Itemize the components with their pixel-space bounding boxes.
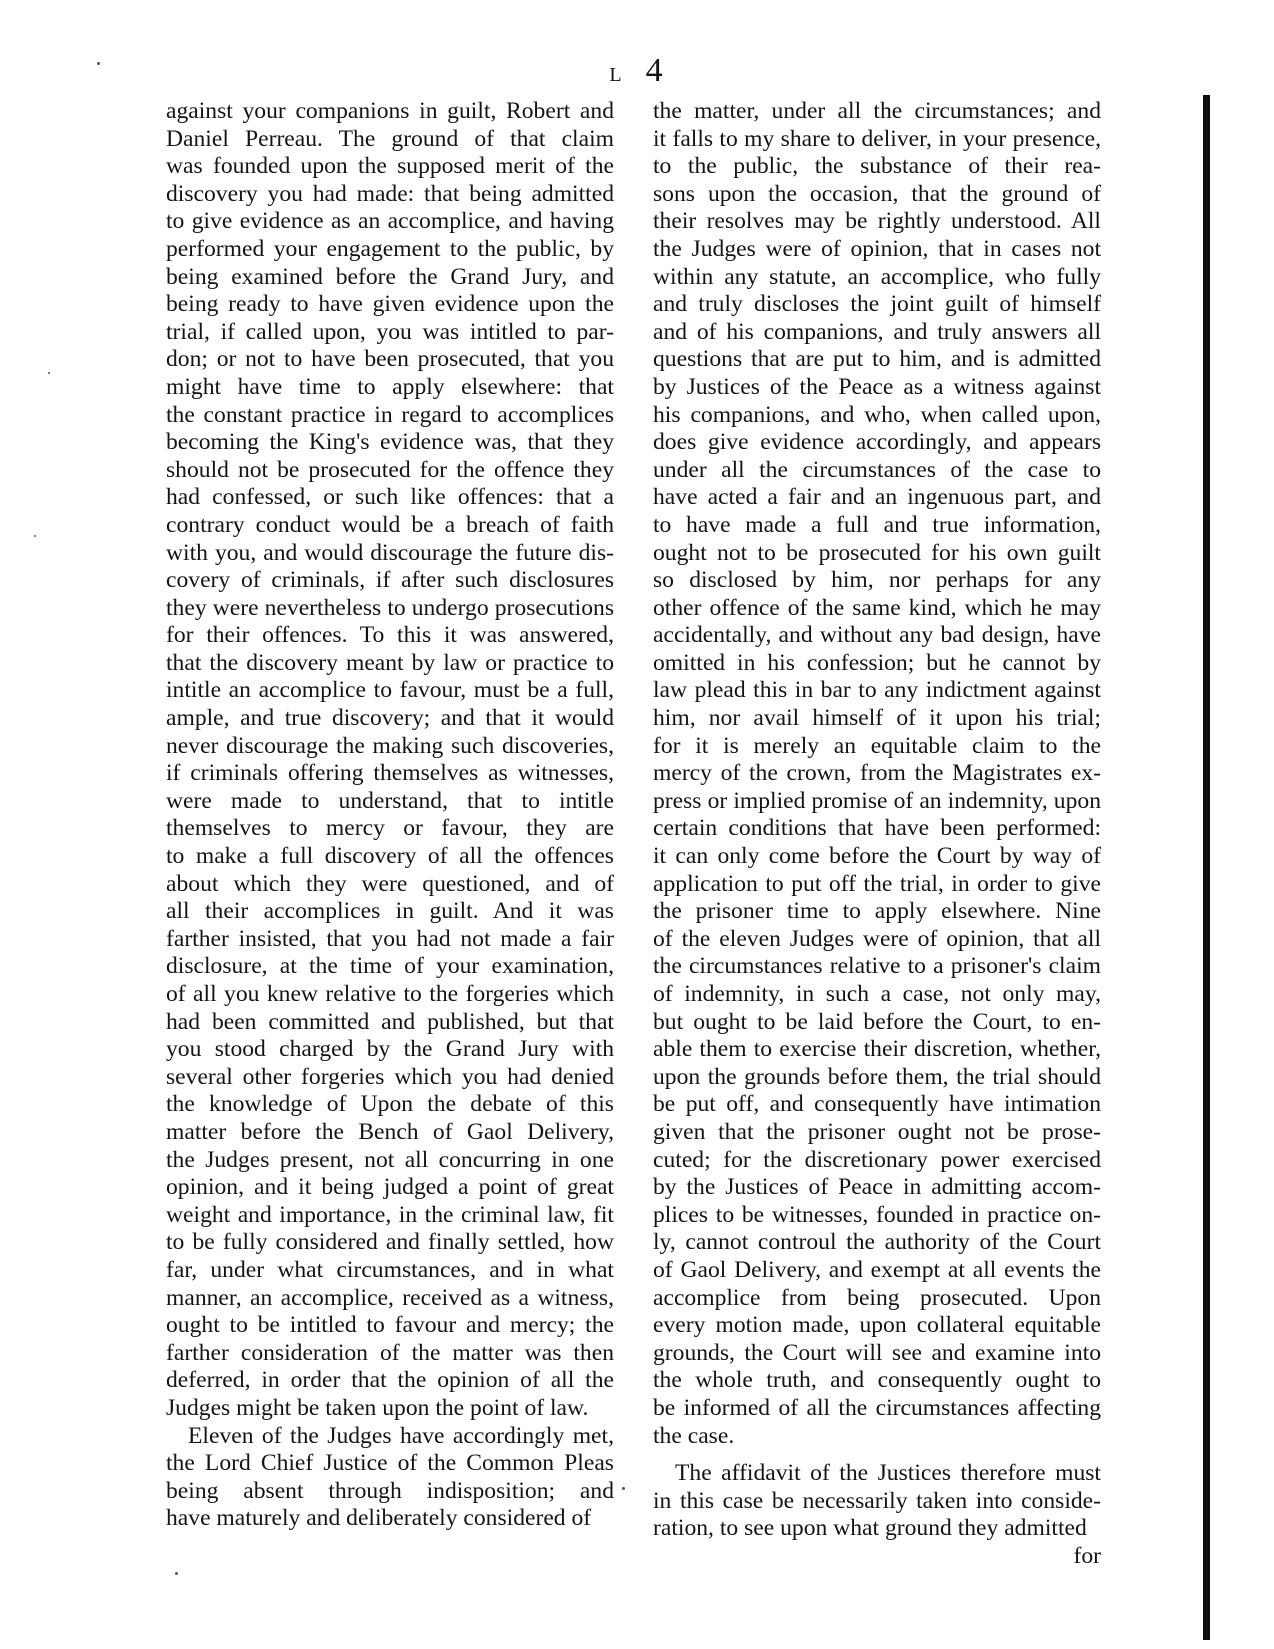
text-line: law plead this in bar to any indictment against [653,677,1101,704]
text-line: were made to understand, that to intitle [166,787,614,814]
text-line: discovery you had made: that being admitted [166,180,614,207]
text-line: the matter, under all the circumstances; and [653,98,1101,124]
text-line: under all the circumstances of the case to [653,456,1101,483]
text-line: the prisoner time to apply elsewhere. Nine [653,898,1101,925]
text-line: covery of criminals, if after such disclosures [166,567,614,594]
text-line: accomplice from being prosecuted. Upon [653,1284,1101,1311]
scan-speck [34,535,36,537]
text-line: deferred, in order that the opinion of all the [166,1367,614,1394]
text-line: intitle an accomplice to favour, must be a full, [166,677,614,704]
text-line: their resolves may be rightly understood. All [653,208,1101,235]
text-line: certain conditions that have been performed: [653,815,1101,842]
text-line: performed your engagement to the public, by [166,235,614,262]
text-line: to the public, the substance of their rea- [653,153,1101,180]
left-text-column [166,98,614,1533]
text-line: ration, to see upon what ground they admitted [653,1515,1087,1542]
scan-speck [622,1487,625,1490]
text-line: ly, cannot controul the authority of the Court [653,1229,1101,1256]
text-line: so disclosed by him, nor perhaps for any [653,567,1101,594]
text-line: upon the grounds before them, the trial should [653,1063,1101,1090]
text-line: mercy of the crown, from the Magistrates ex- [653,760,1101,787]
page-header [0,52,1274,90]
text-line: be put off, and consequently have intimation [653,1091,1101,1118]
text-line: and truly discloses the joint guilt of himself [653,291,1101,318]
text-line: of the eleven Judges were of opinion, that all [653,925,1101,952]
text-line: opinion, and it being judged a point of great [166,1174,614,1201]
text-line: to give evidence as an accomplice, and having [166,208,614,235]
text-line: the constant practice in regard to accomplices [166,401,614,428]
text-line: given that the prisoner ought not be prose- [653,1118,1101,1145]
text-line: by Justices of the Peace as a witness against [653,373,1101,400]
header-mark: L [609,64,624,86]
text-line: and of his companions, and truly answers all [653,318,1101,345]
text-line: The affidavit of the Justices therefore must [675,1460,1101,1487]
text-line: all their accomplices in guilt. And it was [166,898,614,925]
text-line: to make a full discovery of all the offences [166,843,614,870]
text-line: matter before the Bench of Gaol Delivery, [166,1118,614,1145]
text-line: against your companions in guilt, Robert and [166,98,614,124]
text-line: to be fully considered and finally settled, how [166,1229,614,1256]
scan-speck [175,1572,178,1575]
text-line: farther insisted, that you had not made a fair [166,925,614,952]
text-line: press or implied promise of an indemnity, upon [653,787,1101,814]
text-line: don; or not to have been prosecuted, that you [166,346,614,373]
text-line: able them to exercise their discretion, whether, [653,1036,1101,1063]
text-line: of Gaol Delivery, and exempt at all events the [653,1256,1101,1283]
text-line: disclosure, at the time of your examination, [166,953,614,980]
text-line: the Lord Chief Justice of the Common Pleas [166,1450,614,1477]
text-line: have maturely and deliberately considered of [166,1505,592,1532]
text-line: that the discovery meant by law or practice to [166,649,614,676]
page-number: 4 [645,52,665,89]
text-line: every motion made, upon collateral equitable [653,1312,1101,1339]
text-line: with you, and would discourage the future dis- [166,539,614,566]
text-line: omitted in his confession; but he cannot by [653,649,1101,676]
text-line: ought to be intitled to favour and mercy; the [166,1312,614,1339]
text-line: contrary conduct would be a breach of faith [166,511,614,538]
text-line: should not be prosecuted for the offence they [166,456,614,483]
text-line: Eleven of the Judges have accordingly met, [188,1422,614,1449]
text-line: to have made a full and true information, [653,511,1101,538]
text-line: but ought to be laid before the Court, to en- [653,1008,1101,1035]
text-line: being ready to have given evidence upon the [166,291,614,318]
text-line: the circumstances relative to a prisoner's claim [653,953,1101,980]
text-line: the Judges were of opinion, that in cases not [653,235,1101,262]
right-text-column [653,98,1101,1570]
text-line: of indemnity, in such a case, not only may, [653,981,1101,1007]
text-line: Daniel Perreau. The ground of that claim [166,125,614,152]
text-line: manner, an accomplice, received as a witness, [166,1284,614,1311]
scan-speck [97,62,100,65]
text-line: farther consideration of the matter was then [166,1339,614,1366]
text-line: does give evidence accordingly, and appears [653,429,1101,456]
text-line: application to put off the trial, in order to give [653,870,1101,897]
text-line: accidentally, and without any bad design, have [653,622,1101,649]
text-line: questions that are put to him, and is admitted [653,346,1101,373]
text-line: by the Justices of Peace in admitting accom- [653,1174,1101,1201]
text-line: sons upon the occasion, that the ground of [653,180,1101,207]
text-line: they were nevertheless to undergo prosecutions [166,594,614,621]
text-line: never discourage the making such discoveries, [166,732,614,759]
text-line: might have time to apply elsewhere: that [166,373,614,400]
text-line: weight and importance, in the criminal law, fit [166,1201,614,1228]
text-line: if criminals offering themselves as witnesses, [166,760,614,787]
text-line: far, under what circumstances, and in what [166,1256,614,1283]
scan-speck [48,372,50,374]
text-line: themselves to mercy or favour, they are [166,815,614,842]
text-line: ought not to be prosecuted for his own guilt [653,539,1101,566]
text-line: have acted a fair and an ingenuous part, and [653,484,1101,511]
text-line: the knowledge of Upon the debate of this [166,1091,614,1118]
text-line: plices to be witnesses, founded in practice on- [653,1201,1101,1228]
text-line: for it is merely an equitable claim to the [653,732,1101,759]
text-line: Judges might be taken upon the point of law. [166,1394,589,1421]
text-line: about which they were questioned, and of [166,870,614,897]
text-line: be informed of all the circumstances affecting [653,1394,1101,1421]
text-line: ample, and true discovery; and that it would [166,705,614,732]
text-line: you stood charged by the Grand Jury with [166,1036,614,1063]
text-line: being examined before the Grand Jury, and [166,263,614,290]
text-line: for [1073,1542,1101,1569]
text-line: him, nor avail himself of it upon his trial; [653,705,1101,732]
text-line: the Judges present, not all concurring in one [166,1146,614,1173]
text-line: had been committed and published, but that [166,1008,614,1035]
text-line: becoming the King's evidence was, that they [166,429,614,456]
text-line: had confessed, or such like offences: that a [166,484,614,511]
text-line: in this case be necessarily taken into conside- [653,1487,1101,1514]
text-line: several other forgeries which you had denied [166,1063,614,1090]
paragraph-gap [653,1450,1101,1460]
text-line: other offence of the same kind, which he may [653,594,1101,621]
text-line: the whole truth, and consequently ought to [653,1367,1101,1394]
text-line: it can only come before the Court by way of [653,843,1101,870]
text-line: grounds, the Court will see and examine into [653,1339,1101,1366]
text-line: cuted; for the discretionary power exercised [653,1146,1101,1173]
text-line: being absent through indisposition; and [166,1477,614,1504]
text-line: trial, if called upon, you was intitled to par- [166,318,614,345]
text-line: for their offences. To this it was answered, [166,622,614,649]
text-line: of all you knew relative to the forgeries which [166,981,614,1007]
text-line: was founded upon the supposed merit of the [166,153,614,180]
text-line: the case. [653,1422,735,1449]
binding-edge [1203,95,1210,1640]
text-line: within any statute, an accomplice, who fully [653,263,1101,290]
text-line: his companions, and who, when called upon, [653,401,1101,428]
text-line: it falls to my share to deliver, in your presence, [653,125,1101,152]
